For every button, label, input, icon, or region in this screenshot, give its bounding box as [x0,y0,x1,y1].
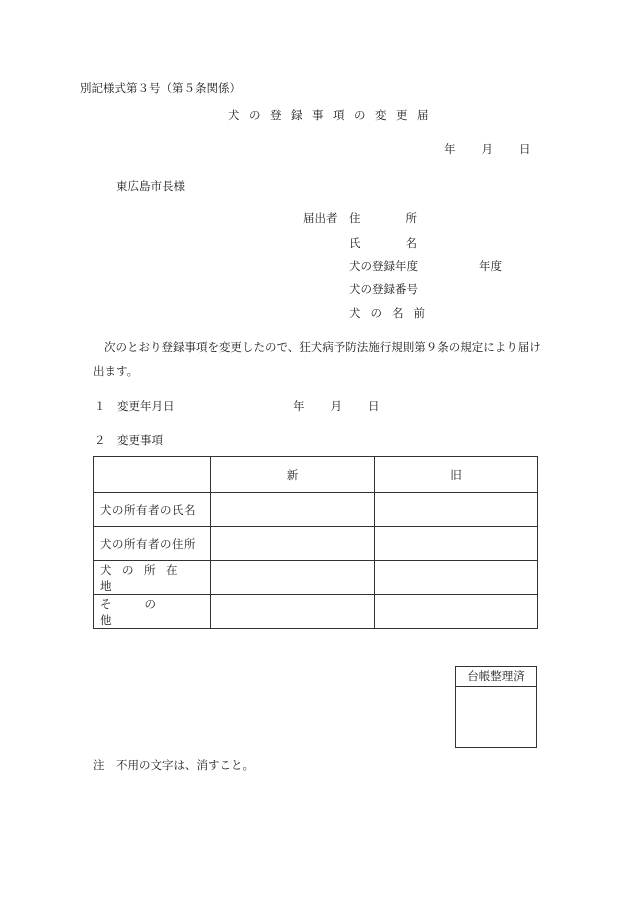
dog-name-label: 犬の名前 [349,306,435,320]
ledger-processed-label: 台帳整理済 [456,667,536,687]
cell-new-owner-name[interactable] [211,493,375,527]
row-label-owner-name: 犬の所有者の氏名 [94,493,211,527]
row-label-other: その他 [94,595,211,629]
table-row [94,595,538,629]
form-title: 犬の登録事項の変更届 [228,108,438,122]
table-row [94,561,538,595]
row-label-owner-address: 犬の所有者の住所 [94,527,211,561]
cell-old-other[interactable] [375,595,538,629]
body-text-line2: 出ます。 [93,364,139,378]
date-day: 日 [519,142,531,156]
changes-table [93,456,538,629]
applicant-address-label: 住所 [349,211,462,225]
row-label-dog-location: 犬の所在地 [94,561,211,595]
cell-new-owner-address[interactable] [211,527,375,561]
body-text-line1: 次のとおり登録事項を変更したので、狂犬病予防法施行規則第９条の規定により届け [104,340,541,354]
submission-date [444,141,531,157]
item2-number: ２ [94,433,106,447]
addressee: 東広島市長様 [116,179,185,193]
cell-old-dog-location[interactable] [375,561,538,595]
header-old: 旧 [375,457,538,493]
form-number: 別記様式第３号（第５条関係） [80,81,241,95]
footnote: 注 不用の文字は、消すこと。 [93,758,254,772]
change-date-year: 年 [293,399,305,413]
dog-registration-year-suffix: 年度 [479,259,502,273]
cell-old-owner-name[interactable] [375,493,538,527]
item1-number: １ [94,399,106,413]
change-date-month: 月 [330,399,342,413]
cell-new-dog-location[interactable] [211,561,375,595]
header-new: 新 [211,457,375,493]
applicant-label: 届出者 [303,211,338,225]
dog-registration-number-label: 犬の登録番号 [349,282,418,296]
header-blank-cell [94,457,211,493]
item1-label: 変更年月日 [117,399,175,413]
ledger-processed-box [455,666,537,748]
dog-registration-year-label: 犬の登録年度 [349,259,418,273]
table-row [94,527,538,561]
cell-new-other[interactable] [211,595,375,629]
date-month: 月 [481,142,493,156]
table-row [94,493,538,527]
table-header-row [94,457,538,493]
cell-old-owner-address[interactable] [375,527,538,561]
item2-label: 変更事項 [117,433,163,447]
applicant-name-label: 氏名 [349,236,462,250]
date-year: 年 [444,142,456,156]
change-date-day: 日 [368,399,380,413]
change-date [293,398,380,414]
